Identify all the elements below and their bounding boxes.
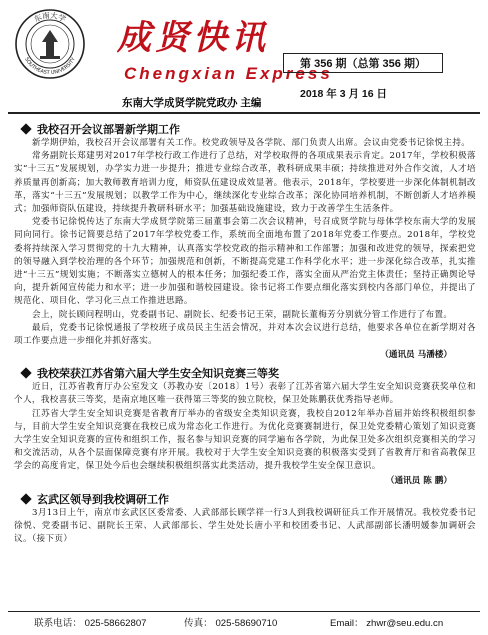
- contact-fax: 传真： 025-58690710: [184, 617, 278, 629]
- diamond-bullet-icon: [20, 493, 31, 504]
- paragraph: 江苏省大学生安全知识竞赛是省教育厅举办的省级安全类知识竞赛，我校自2012年举办首届并始终积极组织参与，目前大学生安全知识竞赛在我校已成为常态化工作进行。为优化竞赛赛制进行，保卫处党委精心策划了知识竞赛大学生安全知识竞赛的宣传和组织工作，报名参与知识竞赛的同学遍布各学院，为此保卫处多次组织竞赛相关的学习和交流活动，从各个层面保障竞赛有序开展。我校对于大学生安全知识竞赛的积极落实受到了省教育厅和省高教保卫学会的高度肯定，保卫处今后也会继续积极组织落实此类活动，提升我校学生安全保卫意识。: [14, 408, 476, 472]
- newsletter-subtitle: Chengxian Express: [124, 64, 333, 83]
- contact-phone: 联系电话： 025-58662807: [34, 617, 147, 629]
- contact-email: Email： zhwr@seu.edu.cn: [330, 617, 444, 629]
- byline: （通讯员 陈 鹏）: [385, 475, 452, 486]
- issue-date: 2018 年 3 月 16 日: [300, 88, 387, 100]
- paragraph: 近日，江苏省教育厅办公室发文（苏教办安〔2018〕1号）表彰了江苏省第六届大学生安全知识竞赛获奖单位和个人，我校喜获三等奖，是南京地区唯一获得第三等奖的独立院校，保卫处陈鹏获优秀指导老师。: [14, 382, 476, 406]
- newsletter-title: 成贤快讯: [117, 18, 269, 58]
- paragraph: 最后，党委书记徐悦通报了学校班子成员民主生活会情况，并对本次会议进行总结，他要求各单位在新学期对各项工作要点进一步细化并抓好落实。: [14, 322, 476, 347]
- byline: （通讯员 马潘楼）: [380, 350, 452, 361]
- contact-footer: [8, 611, 480, 631]
- university-seal-logo: [14, 8, 86, 80]
- article-content: [14, 118, 476, 546]
- paragraph: 党委书记徐悦传达了东南大学成贤学院第三届董事会第二次会议精神，号召成贤学院与母体学校东南大学的发展同向同行。徐书记简要总结了2017年学校党委工作，系统而全面地布置了2018年党委工作要点。2018年，学校党委将持续深入学习贯彻党的十九大精神，认真落实学校党政的指示精神和工作部署；加强和改进党的领导，探索把党的领导融入到学校治理的各个环节；加强规范和创新，不断提高党建工作科学化水平；进一步深化综合改革，扎实推进“十三五”规划实施；不断落实立德树人的根本任务；加强纪委工作，落实全面从严治党主体责任；坚持正确舆论导向，提升新闻宣传能力和水平；进一步加强和谐校园建设。徐书记将工作要点细化落实到校内各部门单位，并提出了规范化、项目化、学习化三点工作推进思路。: [14, 217, 476, 307]
- issue-number: 第 356 期（总第 356 期）: [283, 53, 443, 73]
- paragraph: 常务副院长郑建男对2017年学校行政工作进行了总结，对学校取得的各项成果表示肯定。2017年，学校积极落实“十三五”发展规划，办学实力进一步提升；推进专业综合改革，教科研成果丰硕；持续推进对外合作交流，人才培养质量再创新高；加大教师教育培训力度，师资队伍建设成效显著。他表示，2018年，学校要进一步深化体制机制改革，落实“十三五”发展规划；以教学工作为中心，继续深化专业综合改革；深化协同培养机制，不断创新人才培养模式；加强师资队伍建设，持续提升教研科研水平；加强基础设施建设，致力于改善学生生活条件。: [14, 151, 476, 215]
- header-divider: [8, 112, 480, 114]
- seal-text-bottom: SOUTHEAST UNIVERSITY: [23, 56, 77, 77]
- section-title: 玄武区领导到我校调研工作: [14, 491, 476, 507]
- paragraph: 会上，院长顾问程明山，党委副书记、副院长、纪委书记王荣，副院长董梅芳分别就分管工作进行了布置。: [32, 309, 453, 320]
- diamond-bullet-icon: [20, 123, 31, 134]
- diamond-bullet-icon: [20, 368, 31, 379]
- paragraph: 新学期伊始，我校召开会议部署有关工作。校党政领导及各学院、部门负责人出席。会议由党委书记徐悦主持。: [32, 138, 471, 148]
- masthead: [0, 0, 488, 112]
- seal-text-top: 东南大学: [32, 10, 68, 24]
- publisher-line: 东南大学成贤学院党政办 主编: [122, 97, 262, 109]
- section-title: 我校召开会议部署新学期工作: [14, 121, 476, 137]
- paragraph: 3月13日上午，南京市玄武区区委常委、人武部部长顾学祥一行3人到我校调研征兵工作开展情况。我校党委书记徐悦、党委副书记、副院长王荣、人武部部长、学生处处长唐小平和校团委书记、人武部副部长潘明媛参加调研会议。（接下页）: [14, 507, 476, 545]
- section-title: 我校荣获江苏省第六届大学生安全知识竞赛三等奖: [14, 365, 476, 381]
